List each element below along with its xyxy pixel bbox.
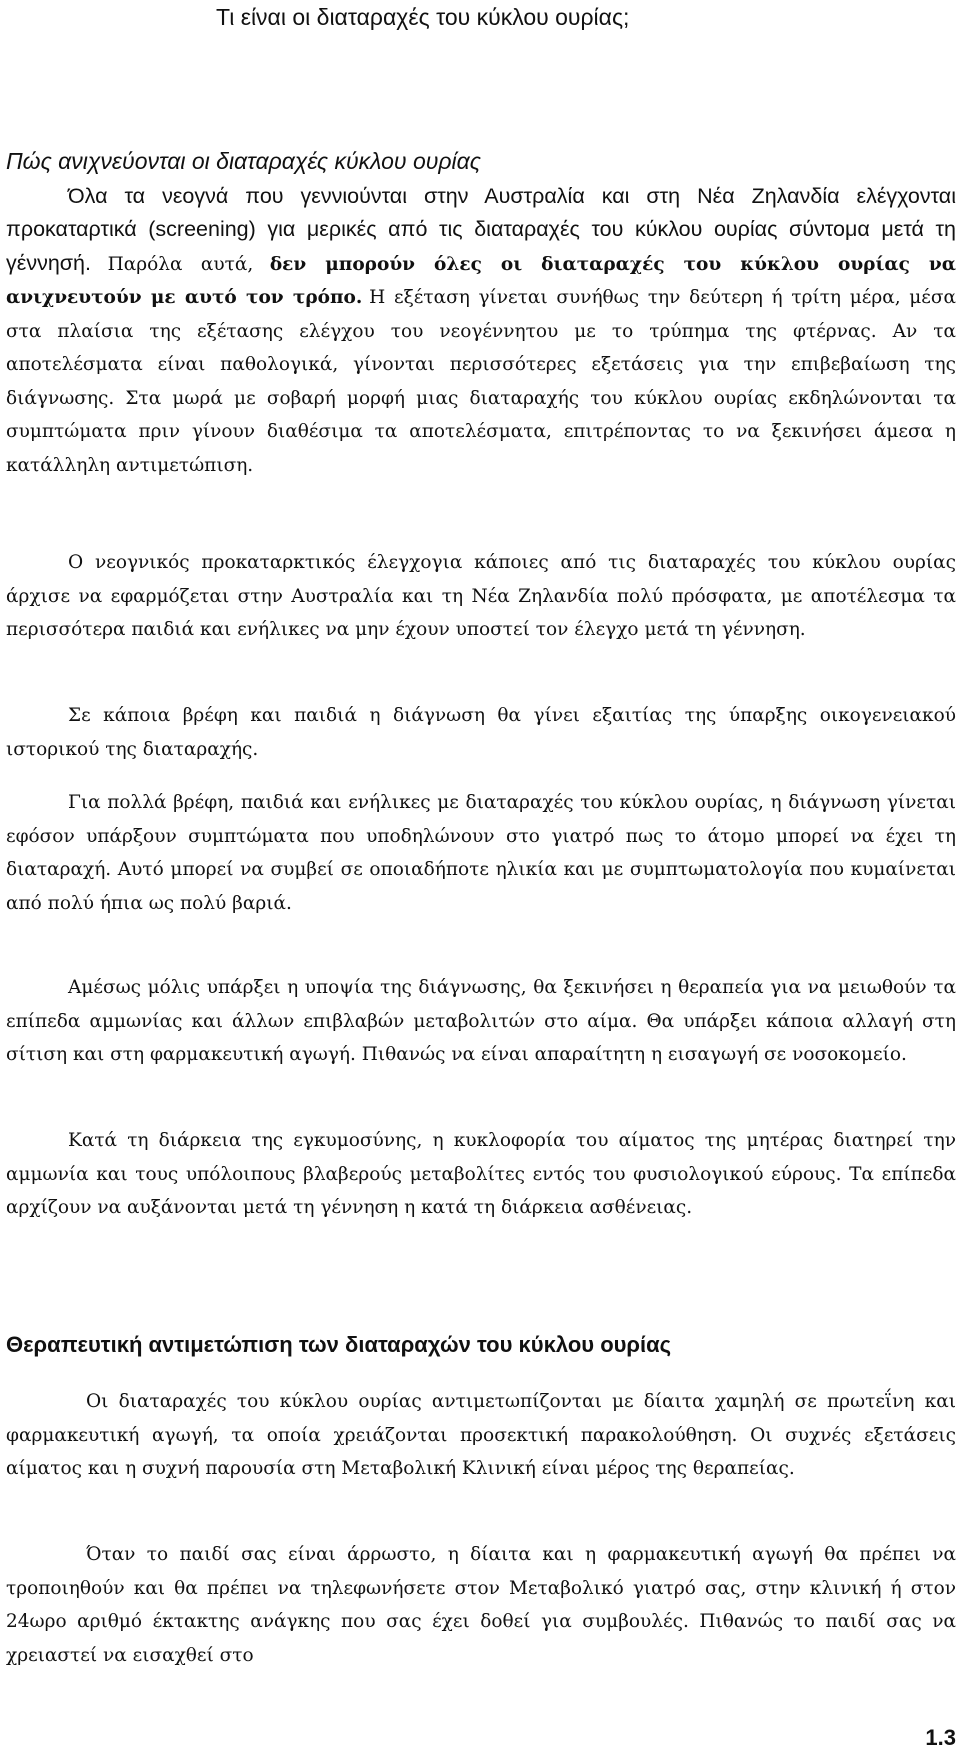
paragraph-illness: Όταν το παιδί σας είναι άρρωστο, η δίαιτα και η φαρμακευτική αγωγή θα πρέπει να τροποιηθούν και θα πρέπει να τηλεφωνήσετε στον Μεταβολικό γιατρό σας, στην κλινική ή στον 24ωρο αριθμό έκτακτης ανάγκης που σας έχει δοθεί για συμβουλές. Πιθανώς το παιδί σας να χρειαστεί να εισαχθεί στο xyxy=(6,1544,956,1666)
section-heading-treatment: Θεραπευτική αντιμετώπιση των διαταραχών του κύκλου ουρίας xyxy=(6,1332,672,1357)
paragraph-family-history: Σε κάποια βρέφη και παιδιά η διάγνωση θα γίνει εξαιτίας της ύπαρξης οικογενειακού ιστορικού της διαταραχής. xyxy=(6,705,956,760)
paragraph-pregnancy: Κατά τη διάρκεια της εγκυμοσύνης, η κυκλοφορία του αίματος της μητέρας διατηρεί την αμμωνία και τους υπόλοιπους βλαβερούς μεταβολίτες εντός του φυσιολογικού εύρους. Τα επίπεδα αρχίζουν να αυξάνονται μετά τη γέννηση η κατά τη διάρκεια ασθένειας. xyxy=(6,1130,956,1218)
paragraph-symptoms: Για πολλά βρέφη, παιδιά και ενήλικες με διαταραχές του κύκλου ουρίας, η διάγνωση γίνεται εφόσον υπάρξουν συμπτώματα που υποδηλώνουν στο γιατρό πως το άτομο μπορεί να έχει τη διαταραχή. Αυτό μπορεί να συμβεί σε οποιαδήποτε ηλικία και με συμπτωματολογία που κυμαίνεται από πολύ ήπια ως πολύ βαριά. xyxy=(6,792,956,914)
paragraph-newborn-screening: Ο νεογνικός προκαταρκτικός έλεγχογια κάποιες από τις διαταραχές του κύκλου ουρίας άρχισε να εφαρμόζεται στην Αυστραλία και τη Νέα Ζηλανδία πολύ πρόσφατα, με αποτέλεσμα τα περισσότερα παιδιά και ενήλικες να μην έχουν υποστεί τον έλεγχο μετά τη γέννηση. xyxy=(6,552,956,640)
page-title: Τι είναι οι διαταραχές του κύκλου ουρίας; xyxy=(216,4,630,30)
paragraph-screening-lead: Παρόλα αυτά, xyxy=(107,253,254,275)
paragraph-diet-treatment: Οι διαταραχές του κύκλου ουρίας αντιμετωπίζονται με δίαιτα χαμηλή σε πρωτεΐνη και φαρμακευτική αγωγή, τα οποία χρειάζονται προσεκτική παρακολούθηση. Οι συχνές εξετάσεις αίματος και η συχνή παρουσία στη Μεταβολική Κλινική είναι μέρος της θεραπείας. xyxy=(6,1391,956,1479)
page-number: 1.3 xyxy=(925,1725,956,1750)
paragraph-screening-rest: Η εξέταση γίνεται συνήθως την δεύτερη ή τρίτη μέρα, μέσα στα πλαίσια της εξέτασης ελέγχου του νεογέννητου με το τρύπημα της φτέρνας. Αν τα αποτελέσματα είναι παθολογικά, γίνονται περισσότερες εξετάσεις για την επιβεβαίωση της διάγνωσης. Στα μωρά με σοβαρή μορφή μιας διαταραχής του κύκλου ουρίας εκδηλώνονται τα συμπτώματα πριν γίνουν διαθέσιμα τα αποτελέσματα, επιτρέποντας το να ξεκινήσει άμεσα η κατάλληλη αντιμετώπιση. xyxy=(6,287,957,476)
paragraph-treatment-start: Αμέσως μόλις υπάρξει η υποψία της διάγνωσης, θα ξεκινήσει η θεραπεία για να μειωθούν τα επίπεδα αμμωνίας και άλλων επιβλαβών μεταβολιτών στο αίμα. Θα υπάρξει κάποια αλλαγή στη σίτιση και στη φαρμακευτική αγωγή. Πιθανώς να είναι απαραίτητη η εισαγωγή σε νοσοκομείο. xyxy=(6,977,956,1065)
paragraph-screening xyxy=(6,180,956,482)
section-heading-detection: Πώς ανιχνεύονται οι διαταραχές κύκλου ουρίας xyxy=(6,148,481,174)
paragraph-screening-bold: δεν μπορούν όλες οι διαταραχές του κύκλου ουρίας να ανιχνευτούν με αυτό τον τρόπο. xyxy=(6,253,956,309)
paragraph-screening-sans: Όλα τα νεογνά που γεννιούνται στην Αυστραλία και στη Νέα Ζηλανδία ελέγχονται προκαταρτικά (screening) για μερικές από τις διαταραχές του κύκλου ουρίας σύντομα μετά τη γέννησή. xyxy=(6,184,956,275)
